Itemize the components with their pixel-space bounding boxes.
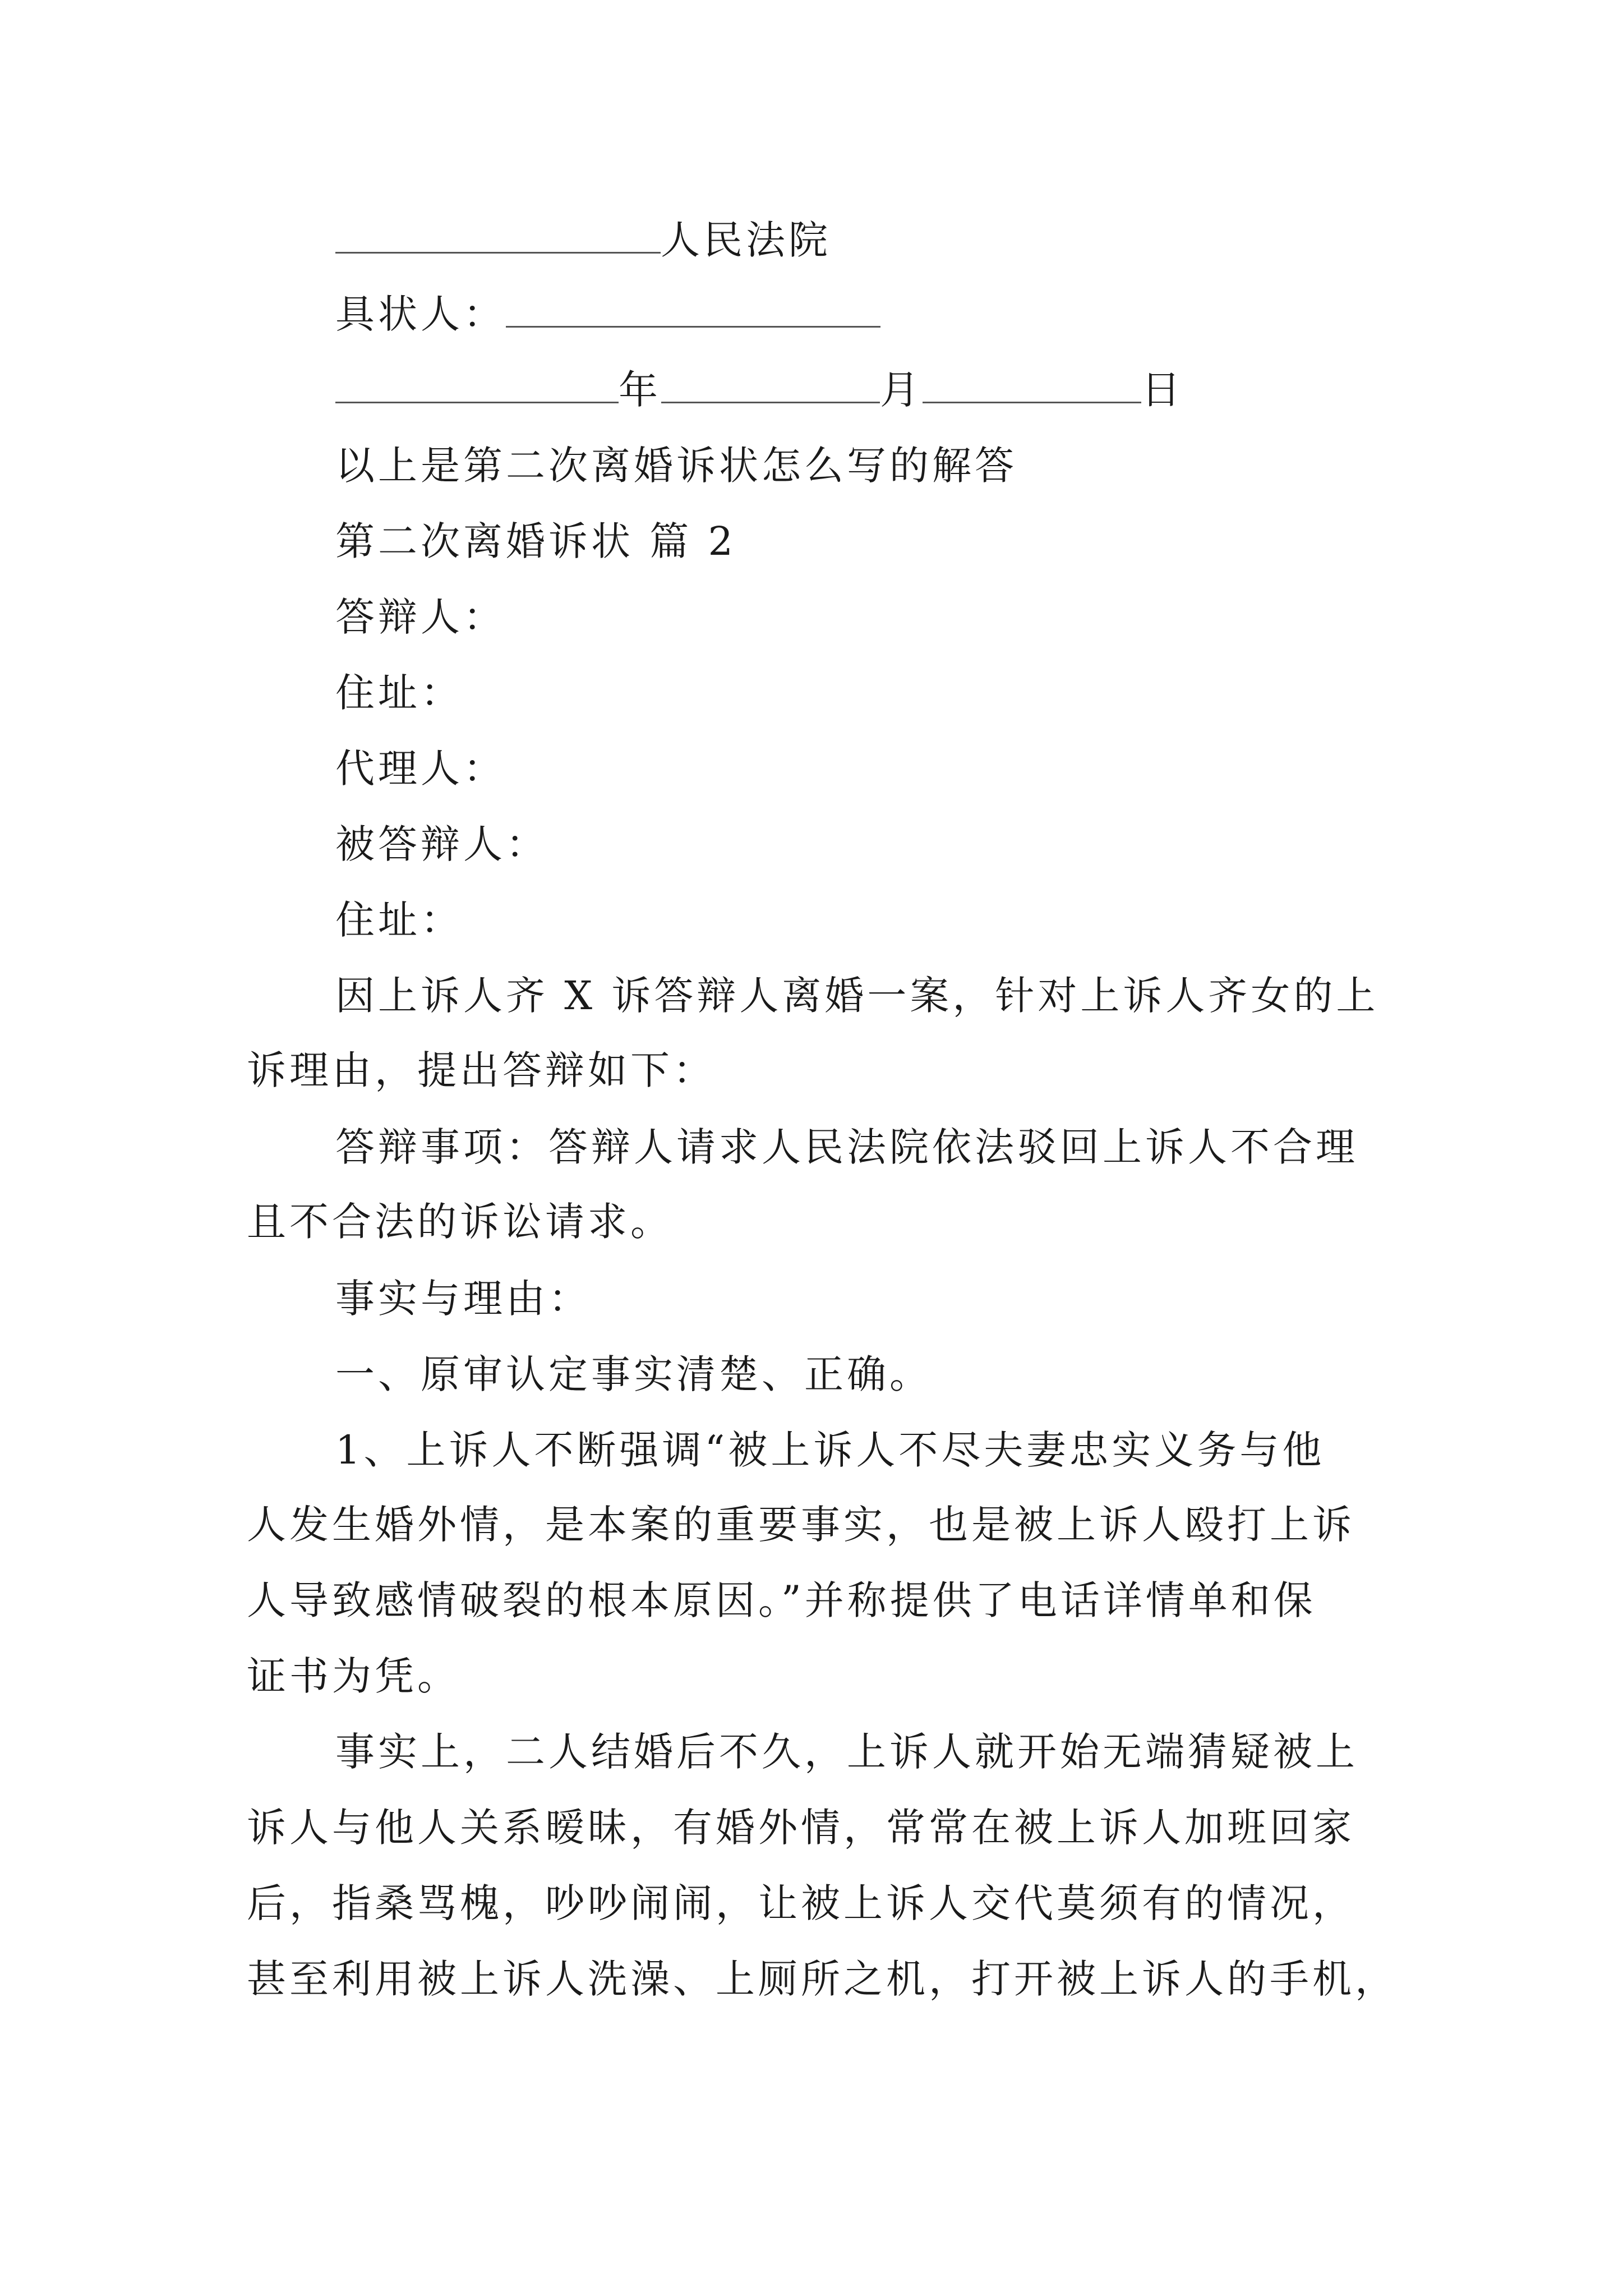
court-line (335, 212, 831, 268)
day-blank (923, 367, 1141, 403)
year-blank (335, 367, 619, 403)
paragraph-line: 诉理由，提出答辩如下： (247, 1047, 716, 1093)
respondee-field: 被答辩人： (335, 821, 548, 867)
respondent-field: 答辩人： (335, 594, 506, 640)
paragraph-line: 答辩事项：答辩人请求人民法院依法驳回上诉人不合理 (335, 1124, 1358, 1170)
paragraph-line: 后，指桑骂槐，吵吵闹闹，让被上诉人交代莫须有的情况， (247, 1880, 1355, 1926)
plaintiff-blank (506, 291, 880, 328)
plaintiff-line (335, 286, 880, 342)
paragraph-line: 事实上，二人结婚后不久，上诉人就开始无端猜疑被上 (335, 1729, 1358, 1775)
agent-field: 代理人： (335, 746, 506, 792)
paragraph-line: 诉人与他人关系暧昧，有婚外情，常常在被上诉人加班回家 (247, 1805, 1355, 1851)
paragraph-line: 事实与理由： (335, 1276, 591, 1322)
address-field-1: 住址： (335, 670, 463, 716)
date-month: 月 (880, 367, 923, 413)
paragraph-line: 且不合法的诉讼请求。 (247, 1199, 673, 1245)
summary-line: 以上是第二次离婚诉状怎么写的解答 (335, 443, 1017, 489)
paragraph-line: 人导致感情破裂的根本原因。”并称提供了电话详情单和保 (247, 1577, 1316, 1623)
date-day: 日 (1141, 367, 1184, 413)
paragraph-line: 人发生婚外情，是本案的重要事实，也是被上诉人殴打上诉 (247, 1502, 1355, 1548)
paragraph-line: 1、上诉人不断强调“被上诉人不尽夫妻忠实义务与他 (335, 1427, 1325, 1473)
month-blank (661, 367, 880, 403)
paragraph-line: 甚至利用被上诉人洗澡、上厕所之机，打开被上诉人的手机， (247, 1956, 1398, 2002)
plaintiff-label: 具状人： (335, 291, 506, 337)
paragraph-line: 一、原审认定事实清楚、正确。 (335, 1351, 932, 1397)
paragraph-line: 因上诉人齐 X 诉答辩人离婚一案，针对上诉人齐女的上 (335, 973, 1379, 1019)
section-title: 第二次离婚诉状 篇 2 (335, 518, 737, 564)
court-name-blank (335, 217, 661, 254)
court-suffix: 人民法院 (661, 217, 831, 263)
paragraph-line: 证书为凭。 (247, 1653, 460, 1699)
date-year: 年 (619, 367, 661, 413)
date-line (335, 362, 1184, 418)
address-field-2: 住址： (335, 897, 463, 943)
